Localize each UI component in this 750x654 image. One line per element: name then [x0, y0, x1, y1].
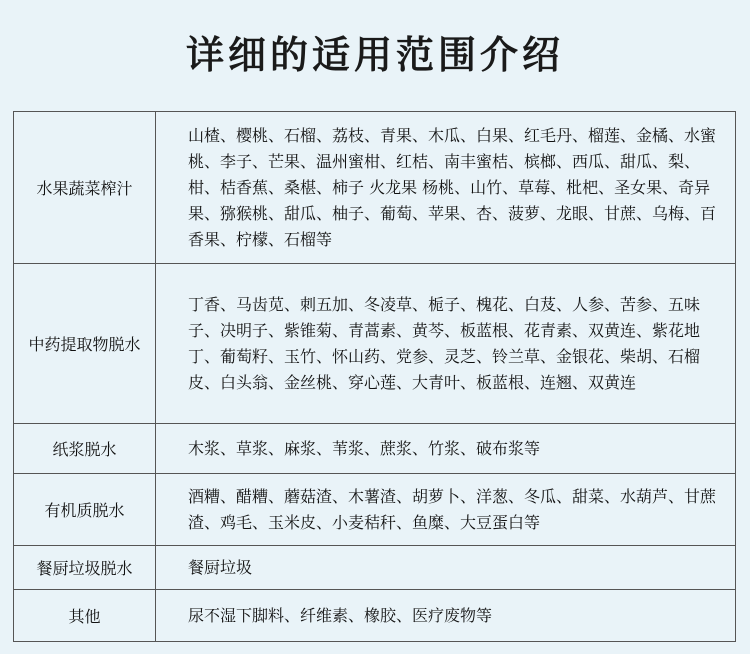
category-cell: 其他 — [14, 590, 156, 642]
table-row-organic-matter — [14, 474, 736, 546]
application-table — [13, 111, 736, 642]
category-cell: 中药提取物脱水 — [14, 264, 156, 424]
items-cell: 山楂、樱桃、石榴、荔枝、青果、木瓜、白果、红毛丹、榴莲、金橘、水蜜桃、李子、芒果、温州蜜柑、红桔、南丰蜜桔、槟榔、西瓜、甜瓜、梨、柑、桔香蕉、桑椹、柿子 火龙果 杨桃、山竹、草莓、枇杷、圣女果、奇异果、猕猴桃、甜瓜、柚子、葡萄、苹果、杏、菠萝、龙眼、甘蔗、乌梅、百香果、柠檬、石榴等 — [156, 112, 736, 264]
table-row-other — [14, 590, 736, 642]
table-row-kitchen-waste — [14, 546, 736, 590]
category-cell: 有机质脱水 — [14, 474, 156, 546]
items-cell: 木浆、草浆、麻浆、苇浆、蔗浆、竹浆、破布浆等 — [156, 424, 736, 474]
items-cell: 尿不湿下脚料、纤维素、橡胶、医疗废物等 — [156, 590, 736, 642]
items-cell: 丁香、马齿苋、刺五加、冬凌草、栀子、槐花、白芨、人参、苦参、五味子、决明子、紫锥菊、青蒿素、黄芩、板蓝根、花青素、双黄连、紫花地丁、葡萄籽、玉竹、怀山药、党参、灵芝、铃兰草、金银花、柴胡、石榴皮、白头翁、金丝桃、穿心莲、大青叶、板蓝根、连翘、双黄连 — [156, 264, 736, 424]
category-cell: 纸浆脱水 — [14, 424, 156, 474]
page-title: 详细的适用范围介绍 — [185, 33, 564, 77]
table-row-herbal-extract — [14, 264, 736, 424]
category-cell: 餐厨垃圾脱水 — [14, 546, 156, 590]
category-cell: 水果蔬菜榨汁 — [14, 112, 156, 264]
table-row-fruit-vegetable-juice — [14, 112, 736, 264]
items-cell: 酒糟、醋糟、蘑菇渣、木薯渣、胡萝卜、洋葱、冬瓜、甜菜、水葫芦、甘蔗渣、鸡毛、玉米皮、小麦秸秆、鱼糜、大豆蛋白等 — [156, 474, 736, 546]
items-cell: 餐厨垃圾 — [156, 546, 736, 590]
table-row-pulp — [14, 424, 736, 474]
